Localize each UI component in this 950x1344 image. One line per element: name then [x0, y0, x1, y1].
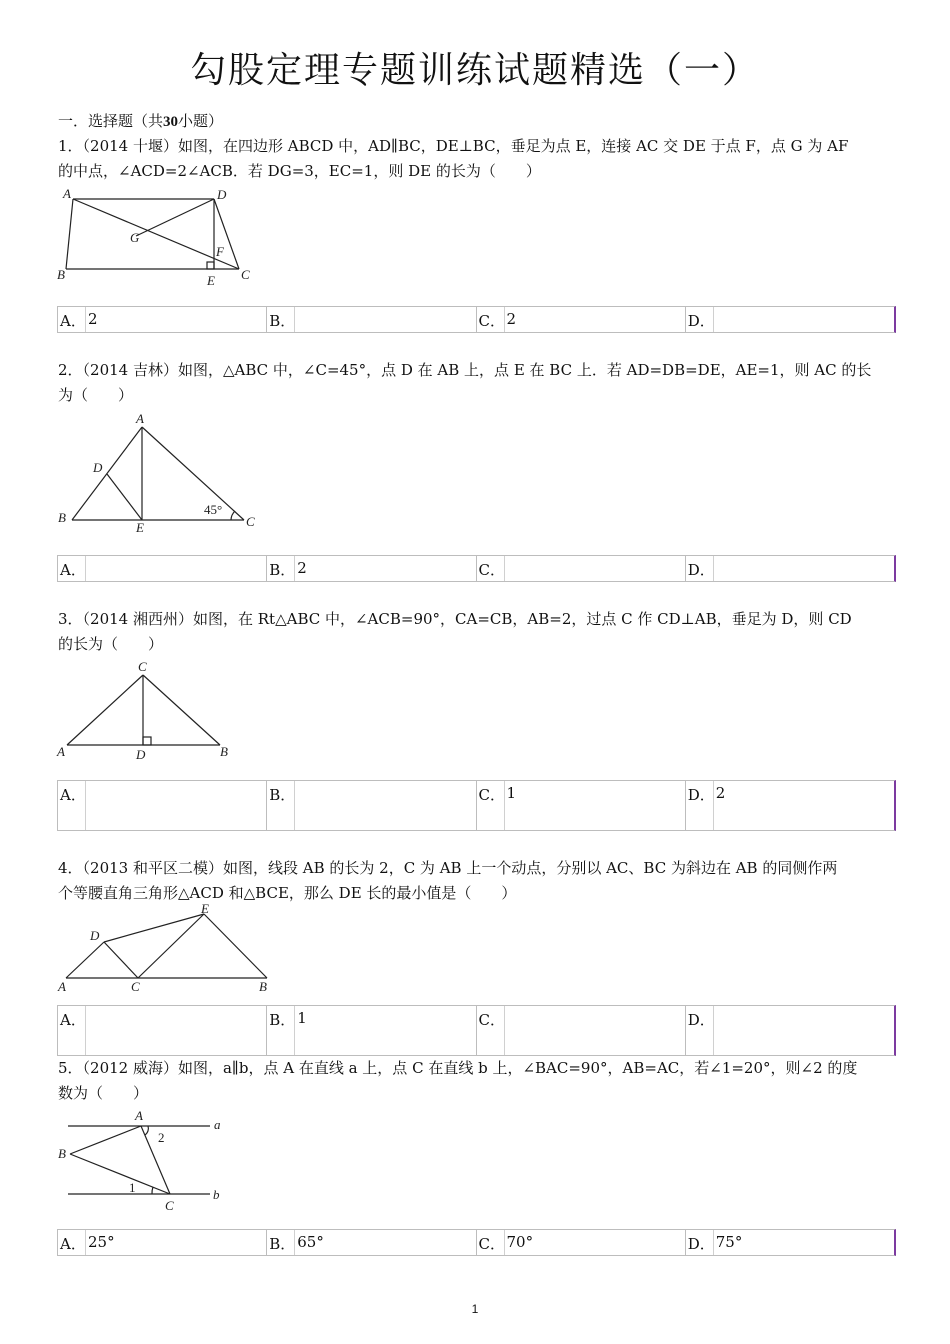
figure-4-label-c: C: [131, 979, 140, 994]
figure-2-label-c: C: [246, 514, 255, 529]
option-label: B．: [266, 781, 294, 830]
question-1: [58, 134, 896, 184]
question-3-line-2: 的长为（ ）: [58, 635, 164, 653]
option-label: D．: [685, 1006, 713, 1055]
option-b[interactable]: [266, 556, 475, 581]
option-label: A．: [57, 781, 85, 830]
figure-2-label-a: A: [136, 411, 144, 426]
figure-1-label-d: D: [217, 187, 227, 202]
figure-1-label-c: C: [241, 267, 250, 282]
option-value: [713, 307, 894, 332]
question-3: [58, 607, 896, 657]
figure-5: [56, 1104, 236, 1220]
page-title: 勾股定理专题训练试题精选（一）: [189, 50, 760, 91]
option-d[interactable]: [685, 556, 894, 581]
figure-4: [56, 900, 276, 1002]
option-label: D．: [685, 556, 713, 581]
options-row-4: [57, 1005, 896, 1056]
question-4-line-1: 4．（2013 和平区二模）如图，线段 AB 的长为 2，C 为 AB 上一个动点，分别以 AC、BC 为斜边在 AB 的同侧作两: [58, 859, 838, 877]
option-label: C．: [476, 781, 504, 830]
figure-4-label-a: A: [58, 979, 66, 994]
option-label: A．: [57, 556, 85, 581]
option-label: A．: [57, 1006, 85, 1055]
section-prefix: 一．选择题（共: [58, 112, 164, 130]
option-c[interactable]: [476, 1230, 685, 1255]
option-label: A．: [57, 1230, 85, 1255]
figure-3: [56, 658, 241, 768]
question-5-line-1: 5．（2012 威海）如图，a∥b，点 A 在直线 a 上，点 C 在直线 b 上，∠BAC=90°，AB=AC，若∠1=20°，则∠2 的度: [58, 1059, 858, 1077]
option-d[interactable]: [685, 781, 894, 830]
option-label: C．: [476, 1230, 504, 1255]
figure-4-label-b: B: [259, 979, 267, 994]
section-suffix: 小题）: [178, 112, 224, 130]
option-d[interactable]: [685, 307, 894, 332]
figure-4-label-e: E: [201, 901, 209, 916]
options-row-1: [57, 306, 896, 333]
section-count: 30: [163, 114, 179, 130]
option-c[interactable]: [476, 556, 685, 581]
option-label: D．: [685, 781, 713, 830]
option-value: 70°: [504, 1230, 685, 1255]
figure-4-label-d: D: [90, 928, 100, 943]
option-a[interactable]: [57, 781, 266, 830]
figure-5-label-angle-2: 2: [158, 1130, 165, 1145]
question-2-line-1: 2．（2014 吉林）如图，△ABC 中，∠C=45°，点 D 在 AB 上，点 E 在 BC 上．若 AD=DB=DE，AE=1，则 AC 的长: [58, 361, 872, 379]
options-row-2: [57, 555, 896, 582]
figure-2: [56, 410, 266, 542]
question-4-line-2: 个等腰直角三角形△ACD 和△BCE，那么 DE 长的最小值是（ ）: [58, 884, 517, 902]
option-value: [85, 556, 266, 581]
figure-1-label-e: E: [207, 273, 215, 288]
option-value: [294, 307, 475, 332]
option-value: [504, 556, 685, 581]
option-value: [713, 556, 894, 581]
question-5-line-2: 数为（ ）: [58, 1084, 149, 1102]
question-1-line-2: 的中点，∠ACD=2∠ACB．若 DG=3，EC=1，则 DE 的长为（ ）: [58, 162, 541, 180]
option-c[interactable]: [476, 1006, 685, 1055]
option-value: 1: [294, 1006, 475, 1055]
option-label: C．: [476, 307, 504, 332]
option-value: 75°: [713, 1230, 894, 1255]
figure-1-label-b: B: [57, 267, 65, 282]
option-value: 25°: [85, 1230, 266, 1255]
option-value: [85, 781, 266, 830]
figure-1-label-g: G: [130, 230, 140, 245]
option-value: 2: [713, 781, 894, 830]
option-a[interactable]: [57, 1230, 266, 1255]
option-value: 65°: [294, 1230, 475, 1255]
figure-5-label-line-a: a: [214, 1117, 221, 1132]
option-c[interactable]: [476, 781, 685, 830]
question-3-line-1: 3．（2014 湘西州）如图，在 Rt△ABC 中，∠ACB=90°，CA=CB，AB=2，过点 C 作 CD⊥AB，垂足为 D，则 CD: [58, 610, 852, 628]
question-4: [58, 856, 896, 906]
option-label: C．: [476, 556, 504, 581]
question-2-line-2: 为（ ）: [58, 386, 134, 404]
option-label: D．: [685, 1230, 713, 1255]
option-label: B．: [266, 307, 294, 332]
options-row-3: [57, 780, 896, 831]
figure-5-label-line-b: b: [213, 1187, 220, 1202]
option-value: [504, 1006, 685, 1055]
option-b[interactable]: [266, 1006, 475, 1055]
option-label: B．: [266, 556, 294, 581]
option-value: 2: [294, 556, 475, 581]
section-heading: [58, 110, 223, 131]
question-5: [58, 1056, 896, 1106]
figure-5-label-c: C: [165, 1198, 174, 1213]
option-a[interactable]: [57, 307, 266, 332]
option-value: [713, 1006, 894, 1055]
option-c[interactable]: [476, 307, 685, 332]
option-value: 2: [85, 307, 266, 332]
option-value: [294, 781, 475, 830]
figure-3-label-d: D: [136, 747, 146, 762]
figure-3-label-b: B: [220, 744, 228, 759]
option-d[interactable]: [685, 1006, 894, 1055]
option-value: 1: [504, 781, 685, 830]
options-row-5: [57, 1229, 896, 1256]
figure-3-label-c: C: [138, 659, 147, 674]
option-label: C．: [476, 1006, 504, 1055]
question-1-line-1: 1．（2014 十堰）如图，在四边形 ABCD 中，AD∥BC，DE⊥BC，垂足为点 E，连接 AC 交 DE 于点 F，点 G 为 AF: [58, 137, 849, 155]
figure-2-label-b: B: [58, 510, 66, 525]
option-label: B．: [266, 1006, 294, 1055]
option-a[interactable]: [57, 556, 266, 581]
option-a[interactable]: [57, 1006, 266, 1055]
figure-1-label-f: F: [216, 244, 224, 259]
option-label: D．: [685, 307, 713, 332]
figure-2-label-e: E: [136, 520, 144, 535]
figure-2-label-angle: 45°: [204, 502, 223, 517]
figure-1-label-a: A: [63, 186, 71, 201]
figure-2-label-d: D: [93, 460, 103, 475]
option-value: 2: [504, 307, 685, 332]
figure-5-label-b: B: [58, 1146, 66, 1161]
option-d[interactable]: [685, 1230, 894, 1255]
question-2: [58, 358, 896, 408]
option-label: B．: [266, 1230, 294, 1255]
figure-5-label-angle-1: 1: [129, 1180, 136, 1195]
option-b[interactable]: [266, 1230, 475, 1255]
figure-5-label-a: A: [135, 1108, 143, 1123]
option-value: [85, 1006, 266, 1055]
page-number: 1: [471, 1302, 479, 1316]
option-label: A．: [57, 307, 85, 332]
figure-1: [56, 186, 261, 298]
figure-3-label-a: A: [57, 744, 65, 759]
option-b[interactable]: [266, 307, 475, 332]
option-b[interactable]: [266, 781, 475, 830]
